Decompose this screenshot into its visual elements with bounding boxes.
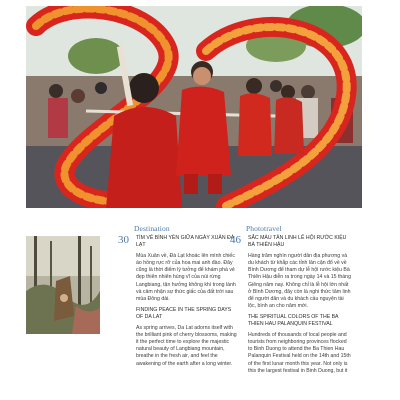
article-text	[248, 235, 351, 379]
article-body-vi: Hàng trăm nghìn người dân địa phương và du khách từ khắp các tỉnh lân cận đổ về về Bình Dương để tham dự lễ hội rước kiệu Bà Thiên Hậu diễn ra trong ngày 14 và 15 tháng Giêng năm nay. Không chỉ là lễ hội lớn nhất ở Bình Dương, đây còn là nghi thức tâm linh để người dân và du khách cầu nguyện tài lộc, bình an cho năm mới.	[248, 253, 351, 309]
article-title-vi: TÌM VẺ BÌNH YÊN GIỮA NGÀY XUÂN ĐÀ LẠT	[136, 235, 235, 249]
article-body-en: As spring arrives, Da Lat adorns itself with the brilliant pink of cherry blossoms, making it the perfect time to explore the majestic natural beauty of Langbiang mountain, breathe in the fresh air, and feel the awakening of the earth after a long winter.	[136, 325, 237, 367]
article-column-phototravel	[230, 224, 351, 379]
section-label: Phototravel	[246, 224, 282, 233]
article-text	[136, 235, 239, 372]
section-label: Destination	[134, 224, 170, 233]
forest-cliff-illustration	[26, 236, 100, 334]
article-body-vi: Mùa Xuân về, Đà Lạt khoác lên mình chiếc áo hồng rực rỡ của hoa mai anh đào. Đây cũng là thời điểm lý tưởng để khám phá vẻ đẹp thiên nhiên hùng vĩ của núi rừng Langbiang, tận hưởng không khí trong lành và cảm nhận sự thức giấc của đất trời sau mùa Đông dài.	[136, 253, 236, 302]
article-item[interactable]	[230, 234, 351, 379]
article-body-en: Hundreds of thousands of local people and tourists from neighboring provinces flocked to Binh Duong to attend the Ba Thien Hau Palanquin Festival held on the 14th and 15th of the first lunar month this year. Not only is this the largest festival in Binh Duong, but it	[248, 332, 351, 374]
article-title-vi: SẮC MÀU TÂN LINH LỄ HỘI RƯỚC KIỆU BÀ THIÊN HẬU	[248, 235, 347, 249]
article-title-en: THE SPIRITUAL COLORS OF THE BA THIEN HAU PALANQUIN FESTIVAL	[248, 313, 339, 328]
dragon-dance-illustration	[26, 6, 362, 208]
hero-photo	[26, 6, 362, 208]
tree	[68, 38, 124, 74]
page-number: 30	[118, 234, 129, 246]
article-item[interactable]	[118, 234, 239, 372]
thumbnail-photo	[26, 236, 100, 334]
page-number: 46	[230, 234, 241, 246]
article-title-en: FINDING PEACE IN THE SPRING DAYS OF DA LAT	[136, 306, 232, 320]
article-column-destination	[118, 224, 239, 372]
